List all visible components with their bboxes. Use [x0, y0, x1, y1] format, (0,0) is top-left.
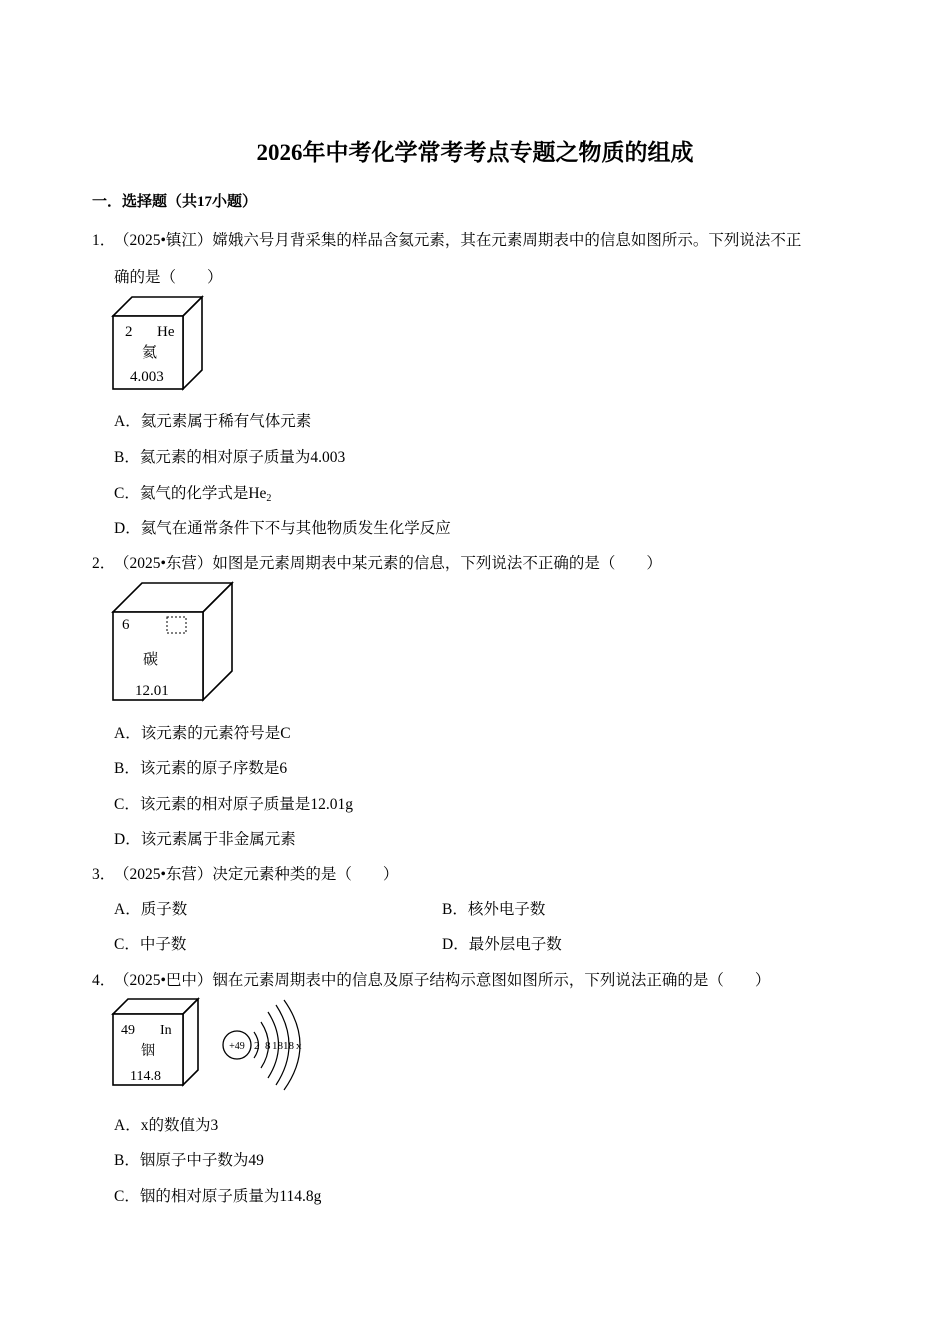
helium-atomic-number: 2 [125, 324, 133, 340]
carbon-element-card [110, 580, 236, 705]
helium-name: 氦 [142, 345, 158, 361]
q1-option-a: A．氦元素属于稀有气体元素 [114, 413, 312, 430]
shell-2-electrons: 8 [265, 1040, 271, 1052]
indium-element-card [110, 996, 202, 1088]
q2-option-a: A．该元素的元素符号是C [114, 725, 291, 742]
question-3-stem [92, 862, 398, 884]
q1-option-b: B．氦元素的相对原子质量为4.003 [114, 449, 346, 466]
indium-name: 铟 [141, 1044, 155, 1059]
q3-option-d: D．最外层电子数 [442, 936, 562, 953]
q3-option-b: B．核外电子数 [442, 901, 546, 918]
question-1-number: 1． [92, 232, 116, 249]
question-1-stem [92, 228, 801, 250]
shell-3-electrons: 18 [272, 1040, 283, 1052]
indium-mass: 114.8 [130, 1069, 161, 1084]
question-1-stem-line2: 确的是（ ） [114, 269, 223, 286]
indium-atomic-number: 49 [121, 1023, 135, 1038]
q4-option-c: C．铟的相对原子质量为114.8g [114, 1188, 322, 1205]
question-2-number: 2． [92, 555, 116, 572]
q4-option-b: B．铟原子中子数为49 [114, 1152, 264, 1169]
page-title: 2026年中考化学常考考点专题之物质的组成 [256, 140, 694, 165]
nucleus-charge: +49 [229, 1041, 245, 1052]
question-1-stem-line1: （2025•镇江）嫦娥六号月背采集的样品含氦元素，其在元素周期表中的信息如图所示。下列说法不正 [114, 232, 802, 249]
indium-symbol: In [160, 1023, 172, 1038]
section-heading: 一．选择题（共17小题） [92, 194, 258, 210]
helium-symbol: He [157, 324, 175, 340]
q2-option-d: D．该元素属于非金属元素 [114, 831, 296, 848]
helium-mass: 4.003 [130, 369, 164, 385]
q2-option-c: C．该元素的相对原子质量是12.01g [114, 796, 353, 813]
helium-element-card [110, 294, 206, 392]
carbon-mass: 12.01 [135, 683, 169, 699]
q1-option-c-text: C．氦气的化学式是He [114, 485, 267, 502]
carbon-name: 碳 [143, 652, 159, 668]
shell-1-electrons: 2 [254, 1040, 260, 1052]
q1-option-d: D．氦气在通常条件下不与其他物质发生化学反应 [114, 520, 451, 537]
q3-option-c: C．中子数 [114, 936, 187, 953]
question-4-stem-text: （2025•巴中）铟在元素周期表中的信息及原子结构示意图如图所示，下列说法正确的是（ ） [114, 972, 771, 989]
question-3-number: 3． [92, 866, 116, 883]
carbon-atomic-number: 6 [122, 617, 130, 633]
question-2-stem-text: （2025•东营）如图是元素周期表中某元素的信息，下列说法不正确的是（ ） [114, 555, 662, 572]
indium-atom-structure-diagram [220, 998, 320, 1092]
question-4-stem [92, 968, 770, 990]
q3-option-a: A．质子数 [114, 901, 188, 918]
question-3-stem-text: （2025•东营）决定元素种类的是（ ） [114, 866, 399, 883]
q1-option-c-subscript: 2 [266, 493, 272, 504]
q2-option-b: B．该元素的原子序数是6 [114, 760, 288, 777]
shell-5-electrons: x [296, 1040, 302, 1052]
question-2-stem [92, 551, 662, 573]
question-4-number: 4． [92, 972, 116, 989]
q4-option-a: A．x的数值为3 [114, 1117, 219, 1134]
q1-option-c [114, 481, 271, 504]
shell-4-electrons: 18 [283, 1040, 294, 1052]
